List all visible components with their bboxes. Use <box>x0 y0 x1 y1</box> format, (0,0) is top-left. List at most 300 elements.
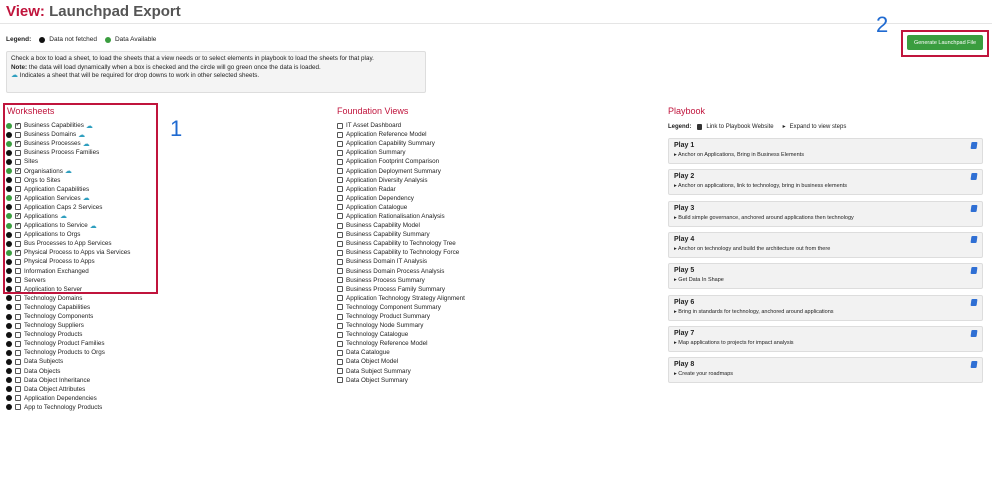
worksheet-label: Business Process Families <box>24 149 100 157</box>
worksheet-label: Business Processes <box>24 140 81 148</box>
caret-right-icon: ▸ <box>674 245 678 252</box>
foundation-view-label: Business Process Family Summary <box>346 285 446 293</box>
worksheet-checkbox[interactable] <box>15 259 21 265</box>
generate-launchpad-button[interactable]: Generate Launchpad File <box>907 35 983 50</box>
worksheet-checkbox[interactable] <box>15 359 21 365</box>
cloud-icon: ☁ <box>82 140 90 148</box>
worksheet-label: Orgs to Sites <box>24 176 61 184</box>
foundation-view-item[interactable] <box>337 367 497 376</box>
worksheet-item[interactable] <box>6 285 166 294</box>
foundation-view-item[interactable] <box>337 303 497 312</box>
play-description-text: Bring in standards for technology, anchored around applications <box>678 308 834 315</box>
worksheet-label: Data Objects <box>24 367 61 375</box>
worksheet-item[interactable] <box>6 267 166 276</box>
foundation-view-checkbox[interactable] <box>337 132 343 138</box>
worksheet-checkbox[interactable] <box>15 314 21 320</box>
foundation-view-checkbox[interactable] <box>337 277 343 283</box>
play-description <box>674 277 977 283</box>
status-dot-icon <box>6 395 12 401</box>
worksheet-item[interactable] <box>6 403 166 412</box>
status-dot-icon <box>6 359 12 365</box>
foundation-view-item[interactable] <box>337 312 497 321</box>
status-dot-icon <box>6 304 12 310</box>
worksheet-label: Information Exchanged <box>24 267 89 275</box>
worksheet-label: Technology Products <box>24 331 83 339</box>
worksheet-item[interactable] <box>6 139 166 148</box>
info-line-3 <box>11 72 421 81</box>
status-dot-icon <box>6 386 12 392</box>
available-dot-icon <box>105 37 111 43</box>
worksheet-checkbox[interactable] <box>15 223 21 229</box>
worksheet-item[interactable] <box>6 230 166 239</box>
worksheet-checkbox[interactable] <box>15 141 21 147</box>
status-dot-icon <box>6 150 12 156</box>
status-dot-icon <box>6 241 12 247</box>
status-dot-icon <box>6 177 12 183</box>
worksheet-checkbox[interactable] <box>15 232 21 238</box>
status-dot-icon <box>6 323 12 329</box>
caret-right-icon: ▸ <box>782 124 786 130</box>
caret-right-icon: ▸ <box>674 371 679 378</box>
legend-label: Legend: <box>6 36 32 43</box>
foundation-view-checkbox[interactable] <box>337 141 343 147</box>
foundation-view-item[interactable] <box>337 257 497 266</box>
worksheet-checkbox[interactable] <box>15 241 21 247</box>
worksheets-title: Worksheets <box>7 106 55 116</box>
play-title: Play 3 <box>674 204 695 212</box>
worksheet-item[interactable] <box>6 148 166 157</box>
caret-right-icon: ▸ <box>674 214 679 221</box>
play-card[interactable] <box>668 357 983 383</box>
worksheet-checkbox[interactable] <box>15 350 21 356</box>
status-dot-icon <box>6 350 12 356</box>
worksheet-label: Data Object Attributes <box>24 385 86 393</box>
playbook-expand-label: Expand to view steps <box>789 123 847 130</box>
status-dot-icon <box>6 213 12 219</box>
play-description <box>674 152 977 158</box>
worksheet-checkbox[interactable] <box>15 150 21 156</box>
header-divider <box>0 23 992 24</box>
note-label: Note: <box>11 63 28 71</box>
play-description-text: Anchor on applications, link to technology, bring in business elements <box>678 183 847 190</box>
foundation-view-item[interactable] <box>337 239 497 248</box>
cloud-icon: ☁ <box>64 168 72 176</box>
foundation-view-item[interactable] <box>337 294 497 303</box>
page-title <box>6 3 181 20</box>
annotation-1: 1 <box>170 116 183 141</box>
foundation-view-item[interactable] <box>337 321 497 330</box>
worksheet-item[interactable] <box>6 257 166 266</box>
worksheet-label: Technology Product Families <box>24 340 105 348</box>
status-dot-icon <box>6 259 12 265</box>
play-description <box>674 371 977 377</box>
status-dot-icon <box>6 123 12 129</box>
worksheet-item[interactable] <box>6 294 166 303</box>
foundation-view-item[interactable] <box>337 194 497 203</box>
foundation-view-label: Technology Node Summary <box>346 322 424 330</box>
status-dot-icon <box>6 204 12 210</box>
playbook-legend <box>668 123 846 130</box>
worksheet-label: Applications to Orgs <box>24 231 81 239</box>
worksheet-item[interactable] <box>6 248 166 257</box>
status-dot-icon <box>6 223 12 229</box>
cloud-icon: ☁ <box>82 195 90 203</box>
play-description <box>674 309 977 315</box>
foundation-view-label: Technology Reference Model <box>346 340 428 348</box>
foundation-view-item[interactable] <box>337 267 497 276</box>
foundation-view-checkbox[interactable] <box>337 341 343 347</box>
status-dot-icon <box>6 404 12 410</box>
worksheet-checkbox[interactable] <box>15 159 21 165</box>
page-title-text: Launchpad Export <box>49 3 181 20</box>
foundation-view-item[interactable] <box>337 212 497 221</box>
foundation-view-label: Application Dependency <box>346 194 414 202</box>
foundation-view-checkbox[interactable] <box>337 286 343 292</box>
worksheet-label: Technology Capabilities <box>24 303 91 311</box>
worksheet-label: Applications to Service <box>24 222 88 230</box>
worksheet-item[interactable] <box>6 185 166 194</box>
status-dot-icon <box>6 186 12 192</box>
foundation-view-checkbox[interactable] <box>337 123 343 129</box>
foundation-view-label: Application Summary <box>346 149 406 157</box>
worksheet-label: Technology Products to Orgs <box>24 349 105 357</box>
status-dot-icon <box>6 159 12 165</box>
foundation-view-checkbox[interactable] <box>337 350 343 356</box>
status-dot-icon <box>6 341 12 347</box>
worksheet-label: Technology Components <box>24 313 94 321</box>
caret-right-icon: ▸ <box>674 183 678 190</box>
worksheet-item[interactable] <box>6 276 166 285</box>
caret-right-icon: ▸ <box>674 339 679 346</box>
foundation-view-label: Business Capability Summary <box>346 231 430 239</box>
worksheet-item[interactable] <box>6 239 166 248</box>
worksheet-checkbox[interactable] <box>15 404 21 410</box>
worksheets-list <box>6 121 166 412</box>
worksheet-checkbox[interactable] <box>15 186 21 192</box>
status-dot-icon <box>6 232 12 238</box>
worksheet-item[interactable] <box>6 221 166 230</box>
worksheet-label: Application to Server <box>24 285 83 293</box>
worksheet-checkbox[interactable] <box>15 332 21 338</box>
foundation-view-checkbox[interactable] <box>337 159 343 165</box>
info-box <box>6 51 426 93</box>
foundation-view-checkbox[interactable] <box>337 204 343 210</box>
caret-right-icon: ▸ <box>674 277 679 284</box>
status-dot-icon <box>6 250 12 256</box>
status-dot-icon <box>6 268 12 274</box>
info-line-1: Check a box to load a sheet, to load the sheets that a view needs or to select elements in playbook to load the sheets for that play. <box>11 55 374 62</box>
play-card[interactable] <box>668 326 983 352</box>
foundation-view-label: Data Subject Summary <box>346 367 411 375</box>
cloud-icon: ☁ <box>89 222 97 230</box>
worksheet-item[interactable] <box>6 385 166 394</box>
worksheet-label: Data Object Inheritance <box>24 376 91 384</box>
foundation-view-label: Data Object Summary <box>346 376 408 384</box>
foundation-view-item[interactable] <box>337 139 497 148</box>
foundation-view-label: Application Deployment Summary <box>346 167 441 175</box>
playbook-link-icon[interactable] <box>971 361 978 368</box>
foundation-view-item[interactable] <box>337 176 497 185</box>
play-title: Play 7 <box>674 329 695 337</box>
foundation-view-item[interactable] <box>337 348 497 357</box>
foundation-title: Foundation Views <box>337 106 409 116</box>
playbook-link-icon[interactable] <box>971 267 978 274</box>
worksheet-item[interactable] <box>6 312 166 321</box>
worksheet-checkbox[interactable] <box>15 250 21 256</box>
foundation-view-label: Application Radar <box>346 185 396 193</box>
worksheet-checkbox[interactable] <box>15 123 21 129</box>
worksheet-checkbox[interactable] <box>15 295 21 301</box>
foundation-view-label: Technology Component Summary <box>346 303 441 311</box>
play-card[interactable] <box>668 232 983 258</box>
worksheet-item[interactable] <box>6 176 166 185</box>
play-description-text: Anchor on Applications, Bring in Business Elements <box>678 152 804 158</box>
foundation-view-label: Business Capability Model <box>346 222 420 230</box>
worksheet-item[interactable] <box>6 121 166 130</box>
status-dot-icon <box>6 132 12 138</box>
foundation-view-item[interactable] <box>337 185 497 194</box>
worksheet-label: Application Capabilities <box>24 185 90 193</box>
page-title-prefix: View: <box>6 3 45 20</box>
worksheet-item[interactable] <box>6 394 166 403</box>
worksheet-item[interactable] <box>6 357 166 366</box>
foundation-view-checkbox[interactable] <box>337 250 343 256</box>
play-title: Play 5 <box>674 267 695 275</box>
status-dot-icon <box>6 368 12 374</box>
playbook-title: Playbook <box>668 106 706 116</box>
foundation-view-item[interactable] <box>337 285 497 294</box>
caret-right-icon: ▸ <box>674 152 678 158</box>
worksheet-checkbox[interactable] <box>15 204 21 210</box>
book-icon <box>697 124 702 130</box>
foundation-view-item[interactable] <box>337 157 497 166</box>
legend-not-fetched: Data not fetched <box>49 36 97 43</box>
info-line-3-text: Indicates a sheet that will be required for drop downs to work in other selected sheets. <box>19 72 260 79</box>
play-description-text: Get Data In Shape <box>678 277 724 284</box>
play-title: Play 6 <box>674 298 695 306</box>
cloud-icon: ☁ <box>11 72 18 79</box>
play-title: Play 4 <box>674 235 695 243</box>
foundation-view-checkbox[interactable] <box>337 177 343 183</box>
foundation-view-label: Application Catalogue <box>346 203 408 211</box>
foundation-list <box>337 121 497 385</box>
worksheet-label: Physical Process to Apps <box>24 258 95 266</box>
status-dot-icon <box>6 295 12 301</box>
playbook-legend-label: Legend: <box>668 123 692 130</box>
foundation-view-checkbox[interactable] <box>337 213 343 219</box>
worksheet-label: Applications <box>24 212 58 220</box>
foundation-view-label: Application Rationalisation Analysis <box>346 212 445 220</box>
worksheet-checkbox[interactable] <box>15 395 21 401</box>
play-card[interactable] <box>668 263 983 289</box>
foundation-view-checkbox[interactable] <box>337 359 343 365</box>
play-description-text: Build simple governance, anchored around applications then technology <box>678 214 854 221</box>
worksheet-checkbox[interactable] <box>15 323 21 329</box>
foundation-view-label: Application Technology Strategy Alignment <box>346 294 465 302</box>
worksheet-item[interactable] <box>6 321 166 330</box>
worksheet-label: Technology Domains <box>24 294 83 302</box>
worksheet-checkbox[interactable] <box>15 386 21 392</box>
foundation-view-checkbox[interactable] <box>337 232 343 238</box>
worksheet-item[interactable] <box>6 367 166 376</box>
worksheet-checkbox[interactable] <box>15 368 21 374</box>
foundation-view-checkbox[interactable] <box>337 168 343 174</box>
foundation-view-checkbox[interactable] <box>337 195 343 201</box>
cloud-icon: ☁ <box>78 131 86 139</box>
worksheet-label: Organisations <box>24 167 63 175</box>
worksheet-item[interactable] <box>6 203 166 212</box>
worksheet-checkbox[interactable] <box>15 132 21 138</box>
foundation-view-item[interactable] <box>337 276 497 285</box>
play-description <box>674 183 977 189</box>
playbook-link-icon[interactable] <box>971 205 978 212</box>
note-text: the data will load dynamically when a box is checked and the circle will go green once the data is loaded. <box>28 63 321 71</box>
foundation-view-item[interactable] <box>337 376 497 385</box>
foundation-view-checkbox[interactable] <box>337 150 343 156</box>
foundation-view-checkbox[interactable] <box>337 368 343 374</box>
worksheet-label: Application Services <box>24 194 81 202</box>
foundation-view-label: Business Capability to Technology Tree <box>346 240 456 248</box>
foundation-view-item[interactable] <box>337 330 497 339</box>
play-card[interactable] <box>668 295 983 321</box>
foundation-view-label: Business Capability to Technology Force <box>346 249 460 257</box>
play-title: Play 8 <box>674 361 695 369</box>
play-description-text: Anchor on technology and build the architecture out from there <box>678 245 831 252</box>
worksheet-item[interactable] <box>6 303 166 312</box>
foundation-view-checkbox[interactable] <box>337 259 343 265</box>
foundation-view-item[interactable] <box>337 339 497 348</box>
worksheet-checkbox[interactable] <box>15 168 21 174</box>
worksheet-item[interactable] <box>6 330 166 339</box>
worksheet-label: Business Capabilities <box>24 122 84 130</box>
worksheet-item[interactable] <box>6 376 166 385</box>
play-card[interactable] <box>668 138 983 164</box>
foundation-view-label: Data Catalogue <box>346 349 390 357</box>
play-description <box>674 215 977 221</box>
playbook-link-icon[interactable] <box>971 236 978 243</box>
worksheet-item[interactable] <box>6 194 166 203</box>
foundation-view-item[interactable] <box>337 130 497 139</box>
playbook-link-icon[interactable] <box>971 299 978 306</box>
foundation-view-checkbox[interactable] <box>337 323 343 329</box>
cloud-icon: ☁ <box>59 213 67 221</box>
worksheet-item[interactable] <box>6 339 166 348</box>
caret-right-icon: ▸ <box>674 308 679 315</box>
foundation-view-checkbox[interactable] <box>337 332 343 338</box>
foundation-view-label: Data Object Model <box>346 358 399 366</box>
play-description <box>674 340 977 346</box>
worksheet-checkbox[interactable] <box>15 377 21 383</box>
foundation-view-label: Business Domain IT Analysis <box>346 258 428 266</box>
status-dot-icon <box>6 277 12 283</box>
worksheet-label: Application Dependencies <box>24 394 97 402</box>
status-dot-icon <box>6 332 12 338</box>
foundation-view-label: Technology Catalogue <box>346 331 409 339</box>
foundation-view-label: Application Reference Model <box>346 131 427 139</box>
playbook-link-label: Link to Playbook Website <box>706 123 774 130</box>
worksheet-label: Business Domains <box>24 131 77 139</box>
worksheet-label: Bus Processes to App Services <box>24 240 112 248</box>
play-description-text: Create your roadmaps <box>678 371 734 378</box>
worksheet-checkbox[interactable] <box>15 195 21 201</box>
foundation-view-checkbox[interactable] <box>337 241 343 247</box>
status-dot-icon <box>6 314 12 320</box>
play-description-text: Map applications to projects for impact analysis <box>678 339 794 346</box>
status-dot-icon <box>6 141 12 147</box>
foundation-view-checkbox[interactable] <box>337 304 343 310</box>
foundation-view-label: Business Domain Process Analysis <box>346 267 445 275</box>
not-fetched-dot-icon <box>39 37 45 43</box>
worksheet-checkbox[interactable] <box>15 277 21 283</box>
playbook-link-icon[interactable] <box>971 173 978 180</box>
foundation-view-item[interactable] <box>337 148 497 157</box>
foundation-view-item[interactable] <box>337 221 497 230</box>
status-dot-icon <box>6 286 12 292</box>
foundation-view-checkbox[interactable] <box>337 377 343 383</box>
worksheet-item[interactable] <box>6 166 166 175</box>
worksheet-checkbox[interactable] <box>15 268 21 274</box>
worksheet-label: App to Technology Products <box>24 403 103 411</box>
play-card[interactable] <box>668 169 983 195</box>
foundation-view-label: IT Asset Dashboard <box>346 122 402 130</box>
play-card[interactable] <box>668 201 983 227</box>
foundation-view-checkbox[interactable] <box>337 314 343 320</box>
worksheet-item[interactable] <box>6 348 166 357</box>
status-dot-icon <box>6 377 12 383</box>
worksheet-item[interactable] <box>6 212 166 221</box>
foundation-view-item[interactable] <box>337 203 497 212</box>
foundation-view-item[interactable] <box>337 121 497 130</box>
play-title: Play 2 <box>674 173 695 181</box>
annotation-2: 2 <box>876 12 889 37</box>
cloud-icon: ☁ <box>85 122 93 130</box>
foundation-view-item[interactable] <box>337 166 497 175</box>
worksheet-label: Servers <box>24 276 46 284</box>
foundation-view-label: Business Process Summary <box>346 276 425 284</box>
worksheet-label: Data Subjects <box>24 358 64 366</box>
info-line-2 <box>11 64 421 73</box>
legend-available: Data Available <box>114 36 157 43</box>
status-dot-icon <box>6 195 12 201</box>
foundation-view-label: Technology Product Summary <box>346 313 430 321</box>
worksheet-checkbox[interactable] <box>15 304 21 310</box>
worksheet-checkbox[interactable] <box>15 286 21 292</box>
foundation-view-label: Application Footprint Comparison <box>346 158 440 166</box>
worksheet-label: Application Caps 2 Services <box>24 203 103 211</box>
foundation-view-item[interactable] <box>337 230 497 239</box>
worksheet-checkbox[interactable] <box>15 177 21 183</box>
foundation-view-checkbox[interactable] <box>337 186 343 192</box>
worksheet-item[interactable] <box>6 130 166 139</box>
playbook-link-icon[interactable] <box>971 330 978 337</box>
foundation-view-item[interactable] <box>337 248 497 257</box>
worksheet-item[interactable] <box>6 157 166 166</box>
worksheet-checkbox[interactable] <box>15 341 21 347</box>
legend <box>6 36 156 43</box>
play-description <box>674 246 977 252</box>
foundation-view-checkbox[interactable] <box>337 295 343 301</box>
playbook-link-icon[interactable] <box>971 142 978 149</box>
worksheet-checkbox[interactable] <box>15 213 21 219</box>
foundation-view-item[interactable] <box>337 357 497 366</box>
status-dot-icon <box>6 168 12 174</box>
foundation-view-label: Application Diversity Analysis <box>346 176 428 184</box>
foundation-view-checkbox[interactable] <box>337 223 343 229</box>
foundation-view-label: Application Capability Summary <box>346 140 435 148</box>
foundation-view-checkbox[interactable] <box>337 268 343 274</box>
play-title: Play 1 <box>674 142 695 149</box>
worksheet-label: Technology Suppliers <box>24 322 84 330</box>
